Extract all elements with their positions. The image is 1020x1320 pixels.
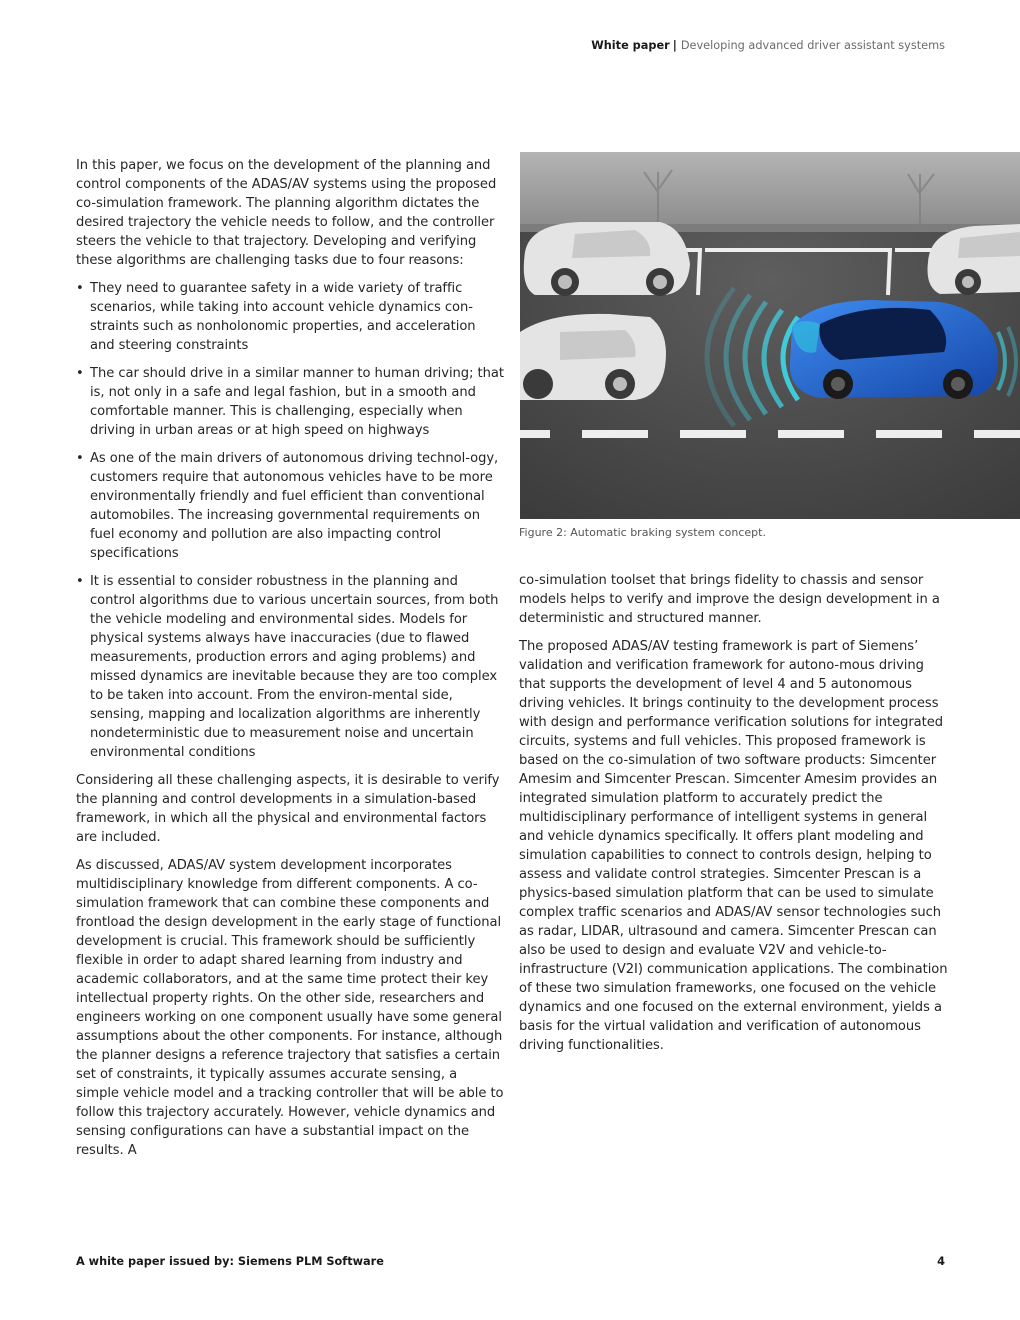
automatic-braking-figure <box>520 152 1020 519</box>
figure-caption: Figure 2: Automatic braking system concept. <box>519 526 766 539</box>
reason-bullet-3: • As one of the main drivers of autonomous driving technol-ogy, customers require that autonomous vehicles have to be more environmentally friendly and fuel efficient than conventional automobiles. The increasing governmental requirements on fuel economy and pollution are also impacting control specifications <box>76 449 504 563</box>
header-label: White paper <box>591 39 670 52</box>
ego-car-blue <box>790 300 998 399</box>
parked-car-left-top <box>524 222 690 296</box>
right-column <box>519 571 949 1064</box>
framework-paragraph: The proposed ADAS/AV testing framework is part of Siemens’ validation and verification framework for autono-mous driving that supports the development of level 4 and 5 autonomous driving vehicles. It brings continuity to the development process with design and performance verification solutions for integrated circuits, systems and full vehicles. This proposed framework is based on the co-simulation of two software products: Simcenter Amesim and Simcenter Prescan. Simcenter Amesim provides an integrated simulation platform to accurately predict the multidisciplinary performance of intelligent systems in general and vehicle dynamics specifically. It offers plant modeling and simulation capabilities to connect to controls design, helping to assess and validate control strategies. Simcenter Prescan is a physics-based simulation platform that can be used to simulate complex traffic scenarios and ADAS/AV sensor technologies such as radar, LIDAR, ultrasound and camera. Simcenter Prescan can also be used to design and evaluate V2V and vehicle-to-infrastructure (V2I) communication applications. The combination of these two simulation frameworks, one focused on the vehicle dynamics and one focused on the external environment, yields a basis for the virtual validation and verification of autonomous driving functionalities. <box>519 639 948 1053</box>
discussed-paragraph: As discussed, ADAS/AV system development incorporates multidisciplinary knowledge from different components. A co-simulation framework that can combine these components and frontload the design development in the early stage of functional development is crucial. This framework should be sufficiently flexible in order to adapt shared learning from industry and academic collaborators, and at the same time protect their key intellectual property rights. On the other side, researchers and engineers working on one component usually have some general assumptions about the other components. For instance, although the planner designs a reference trajectory that satisfies a certain set of constraints, it typically assumes accurate sensing, a simple vehicle model and a tracking controller that will be able to follow this trajectory accurately. However, vehicle dynamics and sensing configurations can have a substantial impact on the results. A <box>76 858 504 1158</box>
header-title: Developing advanced driver assistant systems <box>680 39 945 52</box>
footer-issuer: A white paper issued by: Siemens PLM Software <box>76 1255 384 1268</box>
left-column <box>76 156 504 1169</box>
parking-scene-illustration <box>520 152 1020 519</box>
reason-bullet-2: • The car should drive in a similar manner to human driving; that is, not only in a safe and legal fashion, but in a smooth and comfortable manner. This is challenging, especially when driving in urban areas or at high speed on highways <box>76 364 504 440</box>
header-separator: | <box>672 39 677 52</box>
cosim-paragraph: co-simulation toolset that brings fidelity to chassis and sensor models helps to verify and improve the design development in a deterministic and structured manner. <box>519 573 940 626</box>
reason-bullet-4: • It is essential to consider robustness in the planning and control algorithms due to various uncertain sources, from both the vehicle modeling and environmental sides. Models for physical systems always have inaccuracies (due to flawed measurements, production errors and aging problems) and missed dynamics are inevitable because they are too complex to be taken into account. From the environ-mental side, sensing, mapping and localization algorithms are inherently nondeterministic due to measurement noise and uncertain environmental conditions <box>76 572 504 762</box>
reason-bullet-1: • They need to guarantee safety in a wide variety of traffic scenarios, while taking into account vehicle dynamics con-straints such as nonholonomic properties, and acceleration and steering constraints <box>76 279 504 355</box>
parked-car-left-bottom <box>520 314 666 400</box>
considering-paragraph: Considering all these challenging aspects, it is desirable to verify the planning and control developments in a simulation-based framework, in which all the physical and environmental factors are included. <box>76 773 500 845</box>
back-wall <box>520 152 1020 224</box>
intro-paragraph: In this paper, we focus on the development of the planning and control components of the ADAS/AV systems using the proposed co-simulation framework. The planning algorithm dictates the desired trajectory the vehicle needs to follow, and the controller steers the vehicle to that trajectory. Developing and verifying these algorithms are challenging tasks due to four reasons: <box>76 158 497 268</box>
running-header <box>591 39 945 52</box>
reasons-list <box>76 279 504 762</box>
page-number: 4 <box>937 1255 945 1268</box>
